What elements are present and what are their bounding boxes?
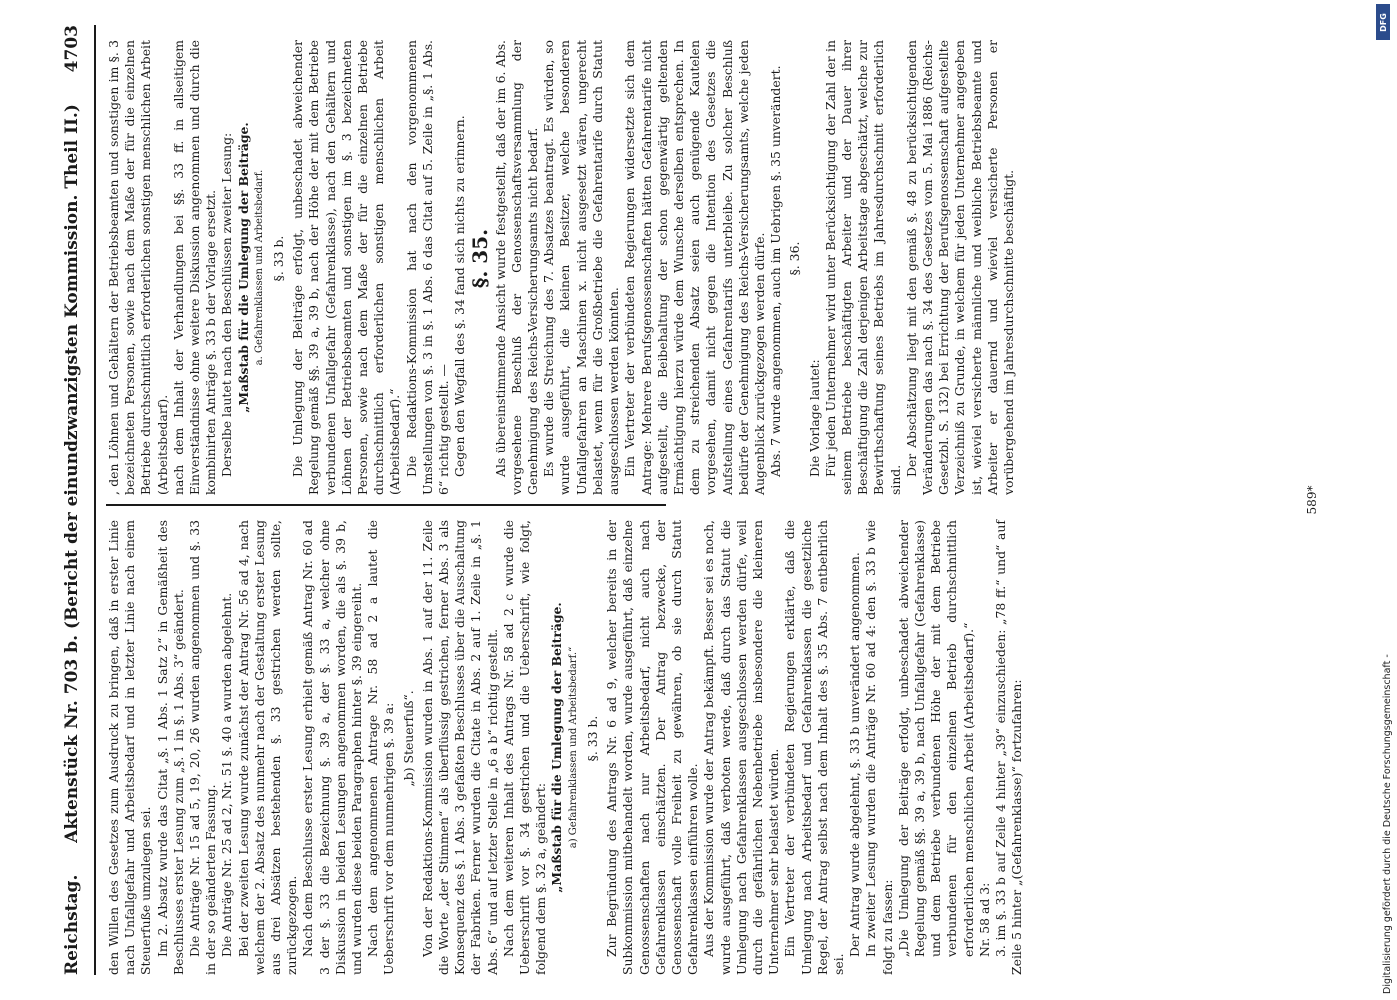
header-title: Aktenstück Nr. 703 b. (Bericht der einundzwanzigsten Kommission. Theil II.) — [62, 104, 82, 843]
dfg-logo-icon — [1376, 4, 1390, 40]
paragraph: Ein Vertreter der verbündeten Regierungen widersetzte sich dem Antrage: Mehrere Berufsgenossenschaften hätten Gefahrentarife nicht aufgestellt, die Beibehaltung der schon gegenwärtig geltenden Ermächtigung hierzu würde dem Wunsche derselben entsprechen. In dem zu streichenden Absatz seien auch genügende Kautelen vorgesehen, damit nicht gegen die Intention des Gesetzes die Aufstellung eines Gefahrentarifs unterbleibe. Zu solcher Beschluß bedürfe der Genehmigung des Reichs-Versicherungsamts, welche jeden Augenblick zurückgezogen werden dürfe. — [622, 40, 767, 495]
right-column — [106, 40, 1016, 495]
quoted-text: „Die Umlegung der Beiträge erfolgt, unbeschadet abweichender Regelung gemäß §§. 39 a, 39 b, nach Unfallgefahr (Gefahrenklasse) und dem Betriebe verbundenen Höhe der mit dem Betriebe verbundenen für den einzelnen Betrieb durchschnittlich erforderlichen menschlichen Arbeit (Arbeitsbedarf).“ — [895, 520, 976, 957]
section-number: §. 33 b. — [271, 235, 287, 282]
paragraph: den Willen des Gesetzes zum Ausdruck zu bringen, daß in erster Linie nach Unfallgefahr und Arbeitsbedarf und in letzter Linie nach einem Steuerfuße umzulegen sei. — [106, 520, 154, 975]
paragraph: Der Antrag wurde abgelehnt, §. 33 b unverändert angenommen. — [847, 552, 863, 957]
header-page-number: 4703 — [62, 25, 82, 73]
section-title: „Maßstab für die Umlegung der Beiträge. — [549, 602, 565, 893]
page-header — [50, 25, 96, 975]
paragraph: Von der Redaktions-Kommission wurden in Abs. 1 auf der 11. Zeile die Worte „der Stimmen“ als überflüssig gestrichen, ferner Abs. 3 als Konsequenz des §. 1 Abs. 3 gefaßten Beschlusses über die Ausschaltung der Fabriken. Ferner wurden die Citate in Abs. 2 auf 1. Zeile in „§. 1 Abs. 6“ und auf letzter Stelle in „6 a b“ richtig gestellt. — [419, 520, 500, 975]
paragraph: Gegen den Wegfall des §. 34 fand sich nichts zu erinnern. — [452, 115, 468, 477]
paragraph: Nach dem Beschlusse erster Lesung erhielt gemäß Antrag Nr. 60 ad 3 der §. 33 die Bezeichnung §. 39 a, der §. 33 a, welcher ohne Diskussion in beiden Lesungen angenommen worden, die als §. 39 b, und wurden diese beiden Paragraphen hinter §. 39 eingereiht. — [300, 520, 365, 975]
stamp-text: Digitalisierung gefördert durch die Deutsche Forschungsgemeinschaft - — [1382, 654, 1393, 994]
column-divider — [106, 505, 666, 507]
header-left: Reichstag. — [62, 874, 82, 975]
paragraph: Die Anträge Nr. 15 ad 5, 19, 20, 26 wurden angenommen und §. 33 in der so geänderten Fassung. — [187, 520, 219, 975]
paragraph: , den Löhnen und Gehältern der Betriebsbeamten und sonstigen im §. 3 bezeichneten Personen, sowie nach dem Maße der für die einzelnen Betriebe durchschnittlich erforderlichen sonstigen menschlichen Arbeit (Arbeitsbedarf). — [106, 40, 170, 495]
paragraph: Nach dem angenommenen Antrage Nr. 58 ad 2 a lautet die Ueberschrift vor dem nunmehrigen §. 39 a: — [365, 520, 397, 975]
paragraph: Bei der zweiten Lesung wurde zunächst der Antrag Nr. 56 ad 4, nach welchem der 2. Absatz des nunmehr nach der Gestaltung erster Lesung aus drei Absätzen bestehenden §. 33 gestrichen werden sollte, zurückgezogen. — [235, 520, 300, 975]
paragraph: Derselbe lautet nach den Beschlüssen zweiter Lesung: — [219, 132, 235, 477]
paragraph: Zur Begründung des Antrags Nr. 6 ad 9, welcher bereits in der Subkommission mitbehandelt worden, wurde ausgeführt, daß einzelne Genossenschaften nach nur Arbeitsbedarf, nicht auch nach Gefahrenklassen einschätzten. Der Antrag bezwecke, der Genossenschaft volle Freiheit zu gewähren, ob sie durch Statut Gefahrenklassen einführen wolle. — [604, 520, 701, 975]
subheading: „b) Steuerfuß“. — [400, 690, 416, 787]
paragraph: In zweiter Lesung wurden die Anträge Nr. 60 ad 4: den §. 33 b wie folgt zu fassen: — [863, 520, 895, 975]
paragraph: Für jeden Unternehmer wird unter Berücksichtigung der Zahl der in seinem Betriebe beschäftigten Arbeiter und der Dauer ihrer Beschäftigung die Zahl derjenigen Arbeitstage abgeschätzt, welche zur Bewirthschaftung seines Betriebs im Jahresdurchschnitt erforderlich sind. — [822, 40, 903, 495]
paragraph: Es wurde die Streichung des 7. Absatzes beantragt. Es würden, so wurde ausgeführt, die kleinen Besitzer, welche besonderen Unfallgefahren an Maschinen x. nicht ausgesetzt wären, ungerecht belastet, wenn für die Großbetriebe die Gefahrentarife durch Statut ausgeschlossen werden könnten. — [541, 40, 622, 495]
paragraph: Der Abschätzung liegt mit den gemäß §. 48 zu berücksichtigenden Veränderungen das nach §. 34 des Gesetzes vom 5. Mai 1886 (Reichs-Gesetzbl. S. 132) bei Errichtung der Berufsgenossenschaft aufgestellte Verzeichniß zu Grunde, in welchem für jeden Unternehmer angegeben ist, wieviel versicherte männliche und weibliche Betriebsbeamte und Arbeiter er dauernd und wieviel versicherte Personen er vorübergehend im Jahresdurchschnitte beschäftigt. — [903, 40, 1016, 495]
section-subtitle: a) Gefahrenklassen und Arbeitsbedarf.“ — [567, 646, 579, 849]
paragraph: nach dem Inhalt der Verhandlungen bei §§. 33 ff. in allseitigem Einverständnisse ohne weitere Diskussion angenommen und durch die kombinirten Anträge §. 33 b der Vorlage ersetzt. — [170, 40, 219, 495]
section-heading: §. 35. — [468, 228, 493, 289]
dfg-logo-text: DFG — [1378, 12, 1388, 32]
paragraph: Als übereinstimmende Ansicht wurde festgestellt, daß der im 6. Abs. vorgesehene Beschluß der Genossenschaftsversammlung der Genehmigung des Reichs-Versicherungsamts nicht bedarf. — [492, 40, 541, 495]
paragraph: Im 2. Absatz wurde das Citat „§. 1 Abs. 1 Satz 2“ in Gemäßheit des Beschlusses erster Lesung zum „§. 1 in §. 1 Abs. 3“ geändert. — [154, 520, 186, 975]
paragraph: Die Anträge Nr. 25 ad 2, Nr. 51 §. 40 a wurden abgelehnt. — [219, 592, 235, 957]
section-title: „Maßstab für die Umlegung der Beiträge. — [235, 122, 251, 413]
paragraph: Die Redaktions-Kommission hat nach den vorgenommenen Umstellungen von §. 3 in §. 1 Abs. 6 das Citat auf 5. Zeile in „§. 1 Abs. 6“ richtig gestellt. — — [403, 40, 452, 495]
paragraph: Die Vorlage lautet: — [806, 359, 822, 477]
section-subtitle: a. Gefahrenklassen und Arbeitsbedarf. — [253, 169, 265, 366]
left-column — [106, 520, 1025, 975]
page-rotated — [50, 25, 1340, 975]
digitization-stamp — [1352, 0, 1397, 1000]
paragraph: Die Umlegung der Beiträge erfolgt, unbeschadet abweichender Regelung gemäß §§. 39 a, 39 b, nach der Höhe der mit dem Betriebe verbundenen Unfallgefahr (Gefahrenklasse), nach den Gehältern und Löhnen der Betriebsbeamten und sonstigen im §. 3 bezeichneten Personen, sowie nach dem Maße der für die einzelnen Betriebe durchschnittlich erforderlichen sonstigen menschlichen Arbeit (Arbeitsbedarf).“ — [290, 40, 403, 495]
section-number: §. 36. — [787, 241, 803, 276]
section-number: §. 33 b. — [584, 715, 600, 762]
paragraph: Nr. 58 ad 3: — [976, 882, 992, 957]
paragraph: Nach dem weiteren Inhalt des Antrags Nr. 58 ad 2 c wurde die Ueberschrift vor §. 34 gestrichen und die Ueberschrift, wie folgt, folgend dem §. 32 a, geändert: — [500, 520, 549, 975]
paragraph: Ein Vertreter der verbündeten Regierungen erklärte, daß die Umlegung nach Arbeitsbedarf und Gefahrenklassen die gesetzliche Regel, der Antrag selbst nach dem Inhalt des §. 35 Abs. 7 entbehrlich sei. — [782, 520, 846, 975]
paragraph: Aus der Kommission wurde der Antrag bekämpft. Besser sei es noch, wurde ausgeführt, daß verboten werde, daß durch das Statut die Umlegung nach Gefahrenklassen ausgeschlossen werden dürfe, weil durch die gefährlichen Nebenbetriebe insbesondere die kleineren Unternehmer sehr belastet würden. — [701, 520, 782, 975]
paragraph: 3. im §. 33 b auf Zeile 4 hinter „39“ einzuschieden: „78 ff.“ und“ auf Zeile 5 hinter „(Gefahrenklasse)“ fortzufahren: — [992, 520, 1025, 975]
paragraph: Abs. 7 wurde angenommen, auch im Uebrigen §. 35 unverändert. — [768, 65, 784, 477]
signature-mark: 589* — [1305, 485, 1319, 515]
